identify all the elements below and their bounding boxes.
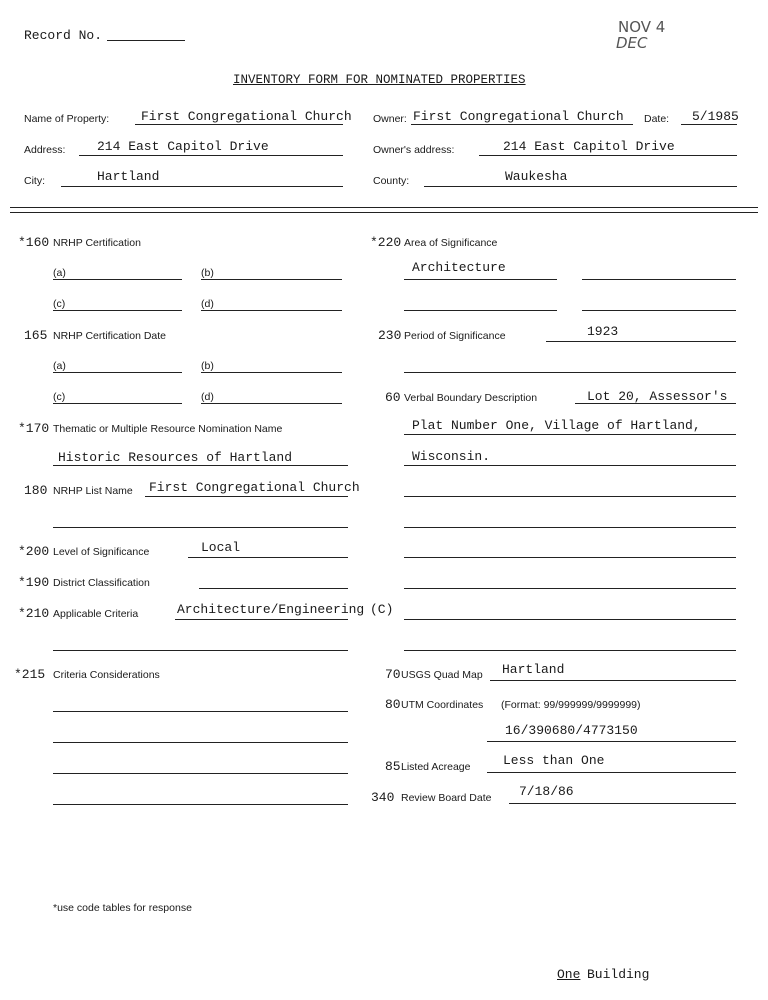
field-220-line-1b[interactable] xyxy=(582,279,736,280)
field-60-value-line3: Wisconsin. xyxy=(412,449,491,464)
field-160-number: *160 xyxy=(18,235,50,250)
field-210-number: *210 xyxy=(18,606,50,621)
f165-sub-c-label: (c) xyxy=(53,391,66,403)
field-200-label: Level of Significance xyxy=(53,546,150,558)
field-200-line xyxy=(188,557,348,558)
field-80-value: 16/390680/4773150 xyxy=(505,723,638,738)
field-80-line xyxy=(487,741,736,742)
f160-sub-b-label: (b) xyxy=(201,267,214,279)
received-date-stamp: NOV 4 xyxy=(618,18,666,36)
field-230-number: 230 xyxy=(378,328,402,343)
field-180-label: NRHP List Name xyxy=(53,485,133,497)
field-170-line xyxy=(53,465,348,466)
property-name-label: Name of Property: xyxy=(24,113,110,125)
field-220-line-2b[interactable] xyxy=(582,310,736,311)
field-60-value-line1: Lot 20, Assessor's xyxy=(587,389,728,404)
resource-count-label: Building xyxy=(587,967,650,982)
field-190-number: *190 xyxy=(18,575,50,590)
field-210-criteria-code: (C) xyxy=(370,602,394,617)
field-210-value: Architecture/Engineering xyxy=(177,602,365,617)
f165-sub-d-label: (d) xyxy=(201,391,214,403)
field-85-number: 85 xyxy=(385,759,401,774)
field-230-line-2[interactable] xyxy=(404,372,736,373)
divider-rule-bottom xyxy=(10,212,758,213)
date-label: Date: xyxy=(644,113,670,125)
field-85-label: Listed Acreage xyxy=(401,761,471,773)
address-value: 214 East Capitol Drive xyxy=(97,139,269,154)
field-60-line-2 xyxy=(404,434,736,435)
field-190-label: District Classification xyxy=(53,577,150,589)
field-220-line-1a xyxy=(404,279,557,280)
field-60-value-line2: Plat Number One, Village of Hartland, xyxy=(412,418,701,433)
field-70-number: 70 xyxy=(385,667,401,682)
field-80-label: UTM Coordinates xyxy=(401,699,484,711)
field-70-value: Hartland xyxy=(502,662,565,677)
f160-sub-d-line[interactable] xyxy=(201,310,342,311)
field-215-label: Criteria Considerations xyxy=(53,669,160,681)
date-value: 5/1985 xyxy=(692,109,739,124)
owner-address-value: 214 East Capitol Drive xyxy=(503,139,675,154)
received-month-handwriting: DEC xyxy=(616,34,648,52)
f160-sub-a-line[interactable] xyxy=(53,279,182,280)
form-title: INVENTORY FORM FOR NOMINATED PROPERTIES xyxy=(233,73,526,87)
field-170-number: *170 xyxy=(18,421,50,436)
f165-sub-b-label: (b) xyxy=(201,360,214,372)
county-line xyxy=(424,186,737,187)
field-340-label: Review Board Date xyxy=(401,792,492,804)
date-line xyxy=(681,124,737,125)
field-215-line-3[interactable] xyxy=(53,773,348,774)
field-70-label: USGS Quad Map xyxy=(401,669,483,681)
field-180-number: 180 xyxy=(24,483,48,498)
record-number-label: Record No. xyxy=(24,28,103,43)
f160-sub-c-label: (c) xyxy=(53,298,66,310)
field-215-line-4[interactable] xyxy=(53,804,348,805)
field-230-label: Period of Significance xyxy=(404,330,506,342)
field-220-label: Area of Significance xyxy=(404,237,498,249)
field-215-number: *215 xyxy=(14,667,46,682)
field-165-label: NRHP Certification Date xyxy=(53,330,167,342)
address-label: Address: xyxy=(24,144,66,156)
city-label: City: xyxy=(24,175,45,187)
property-name-value: First Congregational Church xyxy=(141,109,352,124)
field-230-value: 1923 xyxy=(587,324,619,339)
property-name-line xyxy=(135,124,343,125)
field-60-line-6[interactable] xyxy=(404,557,736,558)
field-220-value: Architecture xyxy=(412,260,506,275)
divider-rule-top xyxy=(10,207,758,208)
field-170-value: Historic Resources of Hartland xyxy=(58,450,293,465)
owner-address-line xyxy=(479,155,737,156)
record-number-field[interactable] xyxy=(107,40,185,41)
county-value: Waukesha xyxy=(505,169,568,184)
f160-sub-c-line[interactable] xyxy=(53,310,182,311)
field-160-label: NRHP Certification xyxy=(53,237,141,249)
field-80-format: (Format: 99/999999/9999999) xyxy=(501,699,641,711)
field-210-line-2[interactable] xyxy=(53,650,348,651)
field-210-label: Applicable Criteria xyxy=(53,608,139,620)
field-60-line-7[interactable] xyxy=(404,588,736,589)
city-line xyxy=(61,186,343,187)
code-tables-footnote: *use code tables for response xyxy=(53,902,192,914)
f165-sub-c-line[interactable] xyxy=(53,403,182,404)
city-value: Hartland xyxy=(97,169,160,184)
field-200-value: Local xyxy=(201,540,241,555)
f160-sub-b-line[interactable] xyxy=(201,279,342,280)
f160-sub-d-label: (d) xyxy=(201,298,214,310)
field-60-line-1 xyxy=(575,403,736,404)
field-190-line[interactable] xyxy=(199,588,348,589)
field-70-line xyxy=(490,680,736,681)
f165-sub-a-line[interactable] xyxy=(53,372,182,373)
field-165-number: 165 xyxy=(24,328,48,343)
field-60-number: 60 xyxy=(385,390,401,405)
county-label: County: xyxy=(373,175,410,187)
field-220-number: *220 xyxy=(370,235,402,250)
field-220-line-2a[interactable] xyxy=(404,310,557,311)
field-60-label: Verbal Boundary Description xyxy=(404,392,538,404)
owner-value: First Congregational Church xyxy=(413,109,624,124)
address-line xyxy=(79,155,343,156)
field-170-label: Thematic or Multiple Resource Nomination Name xyxy=(53,423,283,435)
field-60-line-3 xyxy=(404,465,736,466)
field-180-line-2[interactable] xyxy=(53,527,348,528)
field-180-line xyxy=(145,496,348,497)
owner-label: Owner: xyxy=(373,113,407,125)
f165-sub-d-line[interactable] xyxy=(201,403,342,404)
owner-address-label: Owner's address: xyxy=(373,144,455,156)
f165-sub-a-label: (a) xyxy=(53,360,66,372)
field-60-line-5[interactable] xyxy=(404,527,736,528)
f160-sub-a-label: (a) xyxy=(53,267,66,279)
field-80-number: 80 xyxy=(385,697,401,712)
field-210-line xyxy=(175,619,348,620)
field-340-number: 340 xyxy=(371,790,395,805)
field-215-line-2[interactable] xyxy=(53,742,348,743)
field-230-line xyxy=(546,341,736,342)
f165-sub-b-line[interactable] xyxy=(201,372,342,373)
field-340-value: 7/18/86 xyxy=(519,784,574,799)
resource-count-number: One xyxy=(557,967,581,982)
field-340-line xyxy=(509,803,736,804)
field-85-line xyxy=(487,772,736,773)
field-60-line-8[interactable] xyxy=(404,619,736,620)
owner-line xyxy=(411,124,633,125)
field-215-line-1[interactable] xyxy=(53,711,348,712)
field-200-number: *200 xyxy=(18,544,50,559)
field-60-line-4[interactable] xyxy=(404,496,736,497)
field-180-value: First Congregational Church xyxy=(149,480,360,495)
field-60-line-9[interactable] xyxy=(404,650,736,651)
field-85-value: Less than One xyxy=(503,753,605,768)
